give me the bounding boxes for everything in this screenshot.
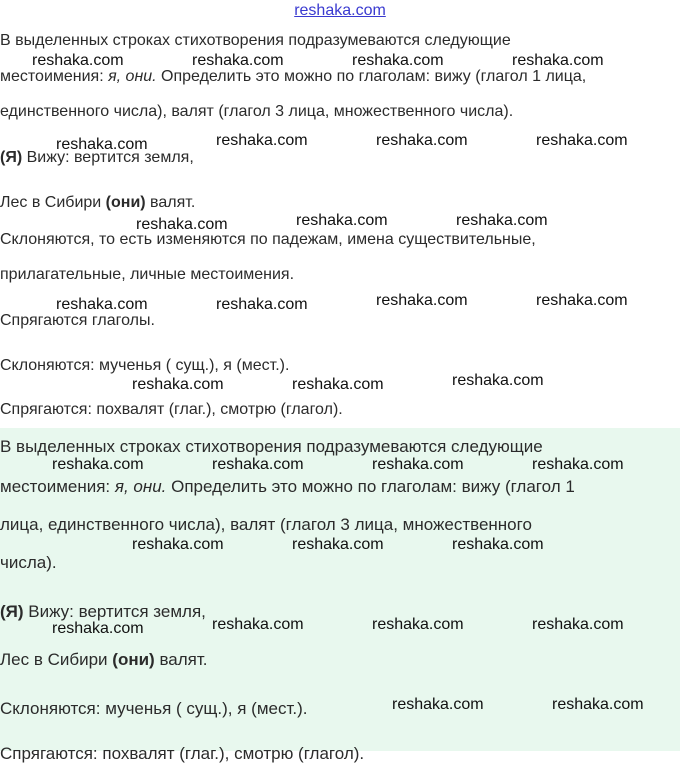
watermark: reshaka.com — [56, 136, 148, 153]
watermark: reshaka.com — [292, 376, 384, 393]
text-line: Спрягаются: похвалят (глаг.), смотрю (глагол). — [0, 401, 343, 418]
watermark: reshaka.com — [212, 616, 304, 633]
watermark: reshaka.com — [392, 696, 484, 713]
text-line: прилагательные, личные местоимения. — [0, 266, 295, 283]
text-line: Склоняются, то есть изменяются по падежам, имена существительные, — [0, 231, 536, 248]
watermark: reshaka.com — [452, 536, 544, 553]
text-line: В выделенных строках стихотворения подразумеваются следующие — [0, 32, 511, 49]
watermark: reshaka.com — [512, 52, 604, 69]
watermark: reshaka.com — [56, 296, 148, 313]
text-line: В выделенных строках стихотворения подразумеваются следующие — [0, 437, 543, 456]
site-header-link[interactable]: reshaka.com — [294, 2, 386, 19]
watermark: reshaka.com — [536, 292, 628, 309]
watermark: reshaka.com — [192, 52, 284, 69]
watermark: reshaka.com — [296, 212, 388, 229]
text-line: единственного числа), валят (глагол 3 лица, множественного числа). — [0, 103, 514, 120]
text-line: лица, единственного числа), валят (глагол 3 лица, множественного — [0, 515, 532, 534]
watermark: reshaka.com — [372, 616, 464, 633]
watermark: reshaka.com — [352, 52, 444, 69]
poem-line: (Я) Вижу: вертится земля, — [0, 149, 194, 166]
text-line: Склоняются: мученья ( сущ.), я (мест.). — [0, 699, 308, 718]
watermark: reshaka.com — [136, 216, 228, 233]
watermark: reshaka.com — [372, 456, 464, 473]
text-line: местоимения: я, они. Определить это можно по глаголам: вижу (глагол 1 лица, — [0, 68, 587, 85]
text-line: Склоняются: мученья ( сущ.), я (мест.). — [0, 357, 290, 374]
watermark: reshaka.com — [132, 536, 224, 553]
watermark: reshaka.com — [552, 696, 644, 713]
poem-line: (Я) Вижу: вертится земля, — [0, 602, 206, 621]
watermark: reshaka.com — [52, 620, 144, 637]
watermark: reshaka.com — [376, 132, 468, 149]
watermark: reshaka.com — [216, 296, 308, 313]
text-line: числа). — [0, 553, 57, 572]
watermark: reshaka.com — [536, 132, 628, 149]
watermark: reshaka.com — [52, 456, 144, 473]
poem-line: Лес в Сибири (они) валят. — [0, 650, 208, 669]
text-line: Спрягаются: похвалят (глаг.), смотрю (глагол). — [0, 744, 365, 763]
watermark: reshaka.com — [452, 372, 544, 389]
poem-line: Лес в Сибири (они) валят. — [0, 194, 196, 211]
watermark: reshaka.com — [132, 376, 224, 393]
watermark: reshaka.com — [376, 292, 468, 309]
watermark: reshaka.com — [216, 132, 308, 149]
watermark: reshaka.com — [32, 52, 124, 69]
text-line: местоимения: я, они. Определить это можно по глаголам: вижу (глагол 1 — [0, 477, 575, 496]
watermark: reshaka.com — [292, 536, 384, 553]
text-line: Спрягаются глаголы. — [0, 312, 155, 329]
watermark: reshaka.com — [212, 456, 304, 473]
watermark: reshaka.com — [532, 616, 624, 633]
watermark: reshaka.com — [532, 456, 624, 473]
watermark: reshaka.com — [456, 212, 548, 229]
